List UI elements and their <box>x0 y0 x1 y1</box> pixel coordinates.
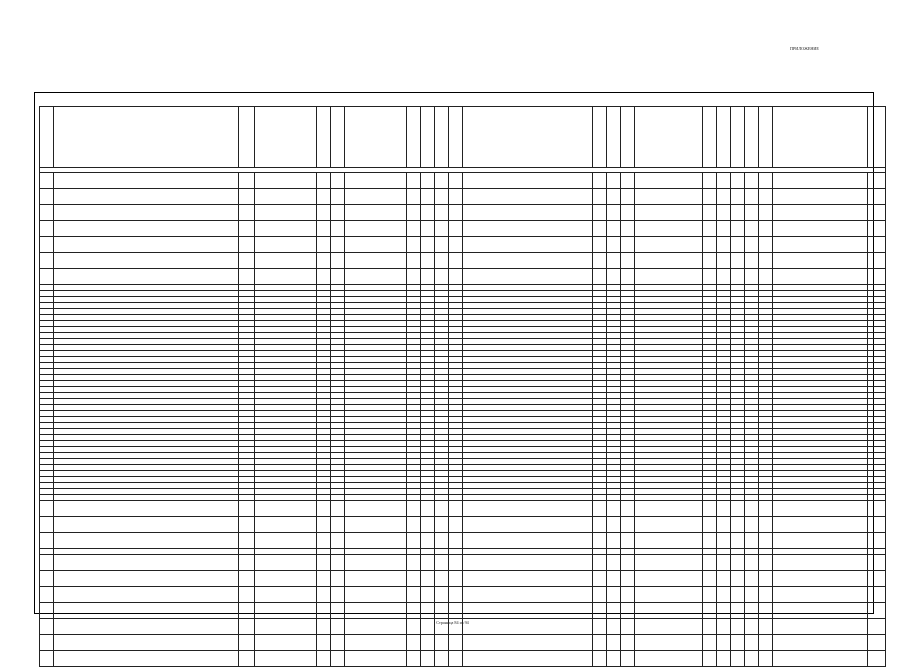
header-cell <box>731 107 745 168</box>
header-cell <box>331 107 345 168</box>
table-row <box>40 555 886 571</box>
table-row <box>40 571 886 587</box>
table-row <box>40 651 886 667</box>
header-cell <box>40 107 54 168</box>
table-row <box>40 189 886 205</box>
table-row <box>40 517 886 533</box>
appendix-note <box>619 46 819 52</box>
table-row <box>40 221 886 237</box>
header-cell <box>345 107 407 168</box>
page-footer: Страница 84 из 94 <box>436 620 469 625</box>
header-cell <box>607 107 621 168</box>
table-row <box>40 205 886 221</box>
header-cell <box>745 107 759 168</box>
header-cell <box>449 107 463 168</box>
header-cell <box>635 107 703 168</box>
table-row <box>40 269 886 285</box>
header-cell <box>621 107 635 168</box>
table-row <box>40 587 886 603</box>
header-cell <box>421 107 435 168</box>
header-cell <box>773 107 868 168</box>
header-cell <box>463 107 593 168</box>
table-header-row <box>40 107 886 168</box>
table-row <box>40 533 886 549</box>
header-cell <box>255 107 317 168</box>
table-row <box>40 603 886 619</box>
header-cell <box>703 107 717 168</box>
header-cell <box>868 107 886 168</box>
header-cell <box>759 107 773 168</box>
table-body <box>40 168 886 667</box>
table-row <box>40 237 886 253</box>
table-row <box>40 173 886 189</box>
header-cell <box>54 107 239 168</box>
header-cell <box>239 107 255 168</box>
table-row <box>40 253 886 269</box>
header-cell <box>407 107 421 168</box>
table-row <box>40 501 886 517</box>
appendix-heading: ПРИЛОЖЕНИЕ <box>789 46 819 51</box>
header-cell <box>317 107 331 168</box>
document-frame <box>34 92 874 614</box>
table-row <box>40 635 886 651</box>
waste-flow-table <box>39 106 886 667</box>
header-cell <box>593 107 607 168</box>
header-cell <box>435 107 449 168</box>
header-cell <box>717 107 731 168</box>
